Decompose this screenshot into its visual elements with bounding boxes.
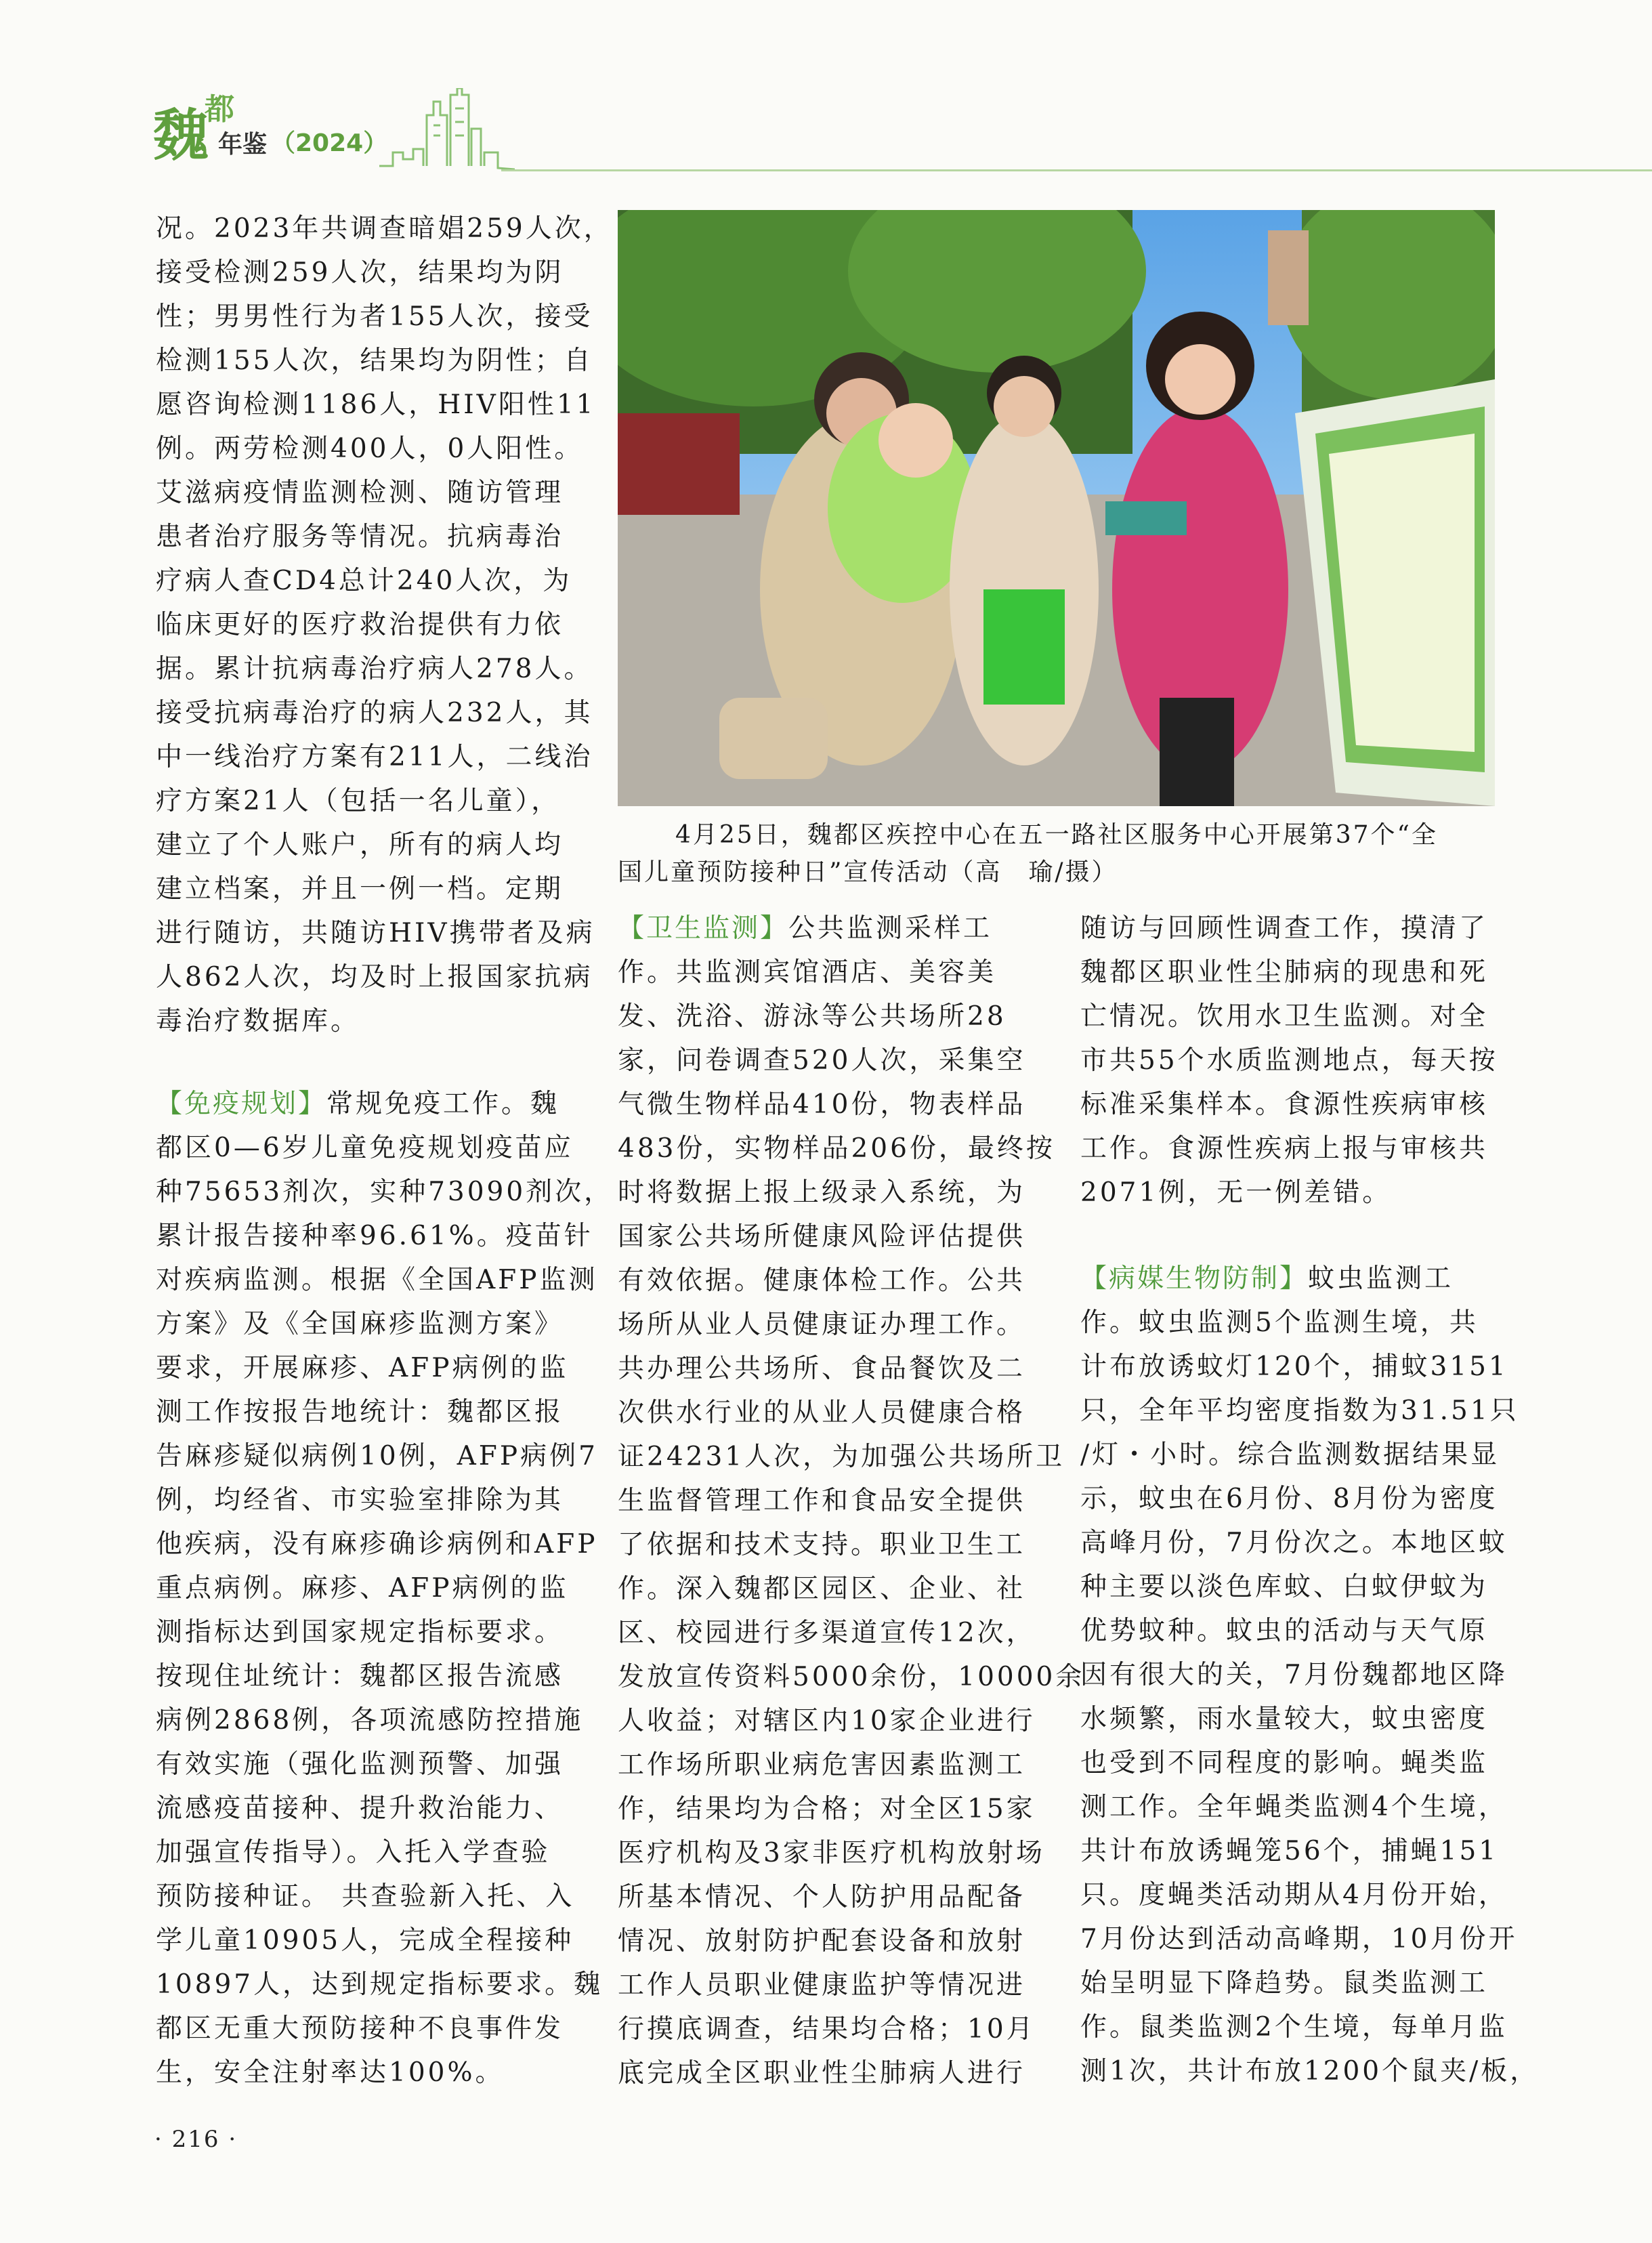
text-line: 随访与回顾性调查工作，摸清了 [1080,913,1489,944]
text-line: 愿咨询检测1186人，HIV阳性11 [156,390,596,420]
text-line: 共办理公共场所、食品餐饮及二 [618,1354,1026,1384]
text-line: 也受到不同程度的影响。蝇类监 [1080,1748,1489,1778]
text-line: 情况、放射防护配套设备和放射 [618,1926,1026,1956]
right-column-continuation-text [1080,906,1498,1215]
text-line: 示，蚊虫在6月份、8月份为密度 [1080,1484,1498,1514]
text-line: 只，全年平均密度指数为31.51只 [1080,1396,1519,1426]
text-line: 疗病人查CD4总计240人次，为 [156,566,572,596]
text-line: 作。鼠类监测2个生境，每单月监 [1080,2012,1508,2042]
text-line: 证24231人次，为加强公共场所卫 [618,1442,1065,1472]
caption-line: 国儿童预防接种日”宣传活动（高 瑜/摄） [618,858,1118,886]
text-line: 学儿童10905人，完成全程接种 [156,1925,574,1956]
text-line: 建立了个人账户，所有的病人均 [156,830,564,860]
text-line: 毒治疗数据库。 [156,1006,360,1036]
text-line: 始呈明显下降趋势。鼠类监测工 [1080,1968,1489,1998]
text-line [618,906,1084,950]
text-line: 作。共监测宾馆酒店、美容美 [618,957,997,988]
text-line: 生监督管理工作和食品安全提供 [618,1486,1026,1516]
text-line: 10897人，达到规定指标要求。魏 [156,1969,603,2000]
text-line: 所基本情况、个人防护用品配备 [618,1882,1026,1912]
text-line: 发放宣传资料5000余份，10000余 [618,1662,1085,1692]
text-line: 都区无重大预防接种不良事件发 [156,2013,564,2044]
section-tag-health-monitoring: 【卫生监测】 [618,913,789,944]
text-line: 7月份达到活动高峰期，10月份开 [1080,1924,1518,1954]
text-line: 作。深入魏都区园区、企业、社 [618,1574,1026,1604]
text-line [1080,1257,1539,1301]
text-line: 亡情况。饮用水卫生监测。对全 [1080,1001,1489,1032]
event-photo [618,210,1495,806]
text-line: 累计报告接种率96.61%。疫苗针 [156,1221,593,1251]
right-column-vector-control-text [1080,1257,1539,2093]
text-line: 优势蚊种。蚊虫的活动与天气原 [1080,1616,1489,1646]
text-line: 2071例，无一例差错。 [1080,1177,1392,1208]
running-header [0,0,1652,183]
text-line: 水频繁，雨水量较大，蚊虫密度 [1080,1704,1489,1734]
yearbook-year: （2024） [271,129,388,157]
text-line: 中一线治疗方案有211人，二线治 [156,742,593,772]
text-line: 人862人次，均及时上报国家抗病 [156,962,593,992]
section-tag-immunization: 【免疫规划】 [156,1089,327,1119]
text-line: 共计布放诱蝇笼56个，捕蝇151 [1080,1836,1499,1866]
text-line: 有效实施（强化监测预警、加强 [156,1749,564,1780]
text-line: 魏都区职业性尘肺病的现患和死 [1080,957,1489,988]
header-rule [501,169,1652,171]
left-column-hiv-text [156,207,613,1043]
text-line: 临床更好的医疗救治提供有力依 [156,610,564,640]
text-line: 家，问卷调查520人次，采集空 [618,1045,1026,1076]
text-line: 测指标达到国家规定指标要求。 [156,1617,564,1648]
text-line: 作，结果均为合格；对全区15家 [618,1794,1036,1824]
middle-column-health-monitoring-text [618,906,1084,2095]
text-line: 种主要以淡色库蚊、白蚊伊蚊为 [1080,1572,1489,1602]
text-line: 性；男男性行为者155人次，接受 [156,301,593,332]
text-line: 人收益；对辖区内10家企业进行 [618,1706,1036,1736]
text-line: 因有很大的关，7月份魏都地区降 [1080,1660,1508,1690]
text-line: 对疾病监测。根据《全国AFP监测 [156,1265,598,1295]
text-line: 都区0—6岁儿童免疫规划疫苗应 [156,1133,574,1163]
text-line: 工作人员职业健康监护等情况进 [618,1970,1026,2000]
text-line: 测工作按报告地统计：魏都区报 [156,1397,564,1427]
text-line: 进行随访，共随访HIV携带者及病 [156,918,595,948]
text-line: 测1次，共计布放1200个鼠夹/板， [1080,2056,1540,2087]
text-line: 市共55个水质监测地点，每天按 [1080,1045,1498,1076]
text-line: 有效依据。健康体检工作。公共 [618,1265,1026,1296]
text-line: 按现住址统计：魏都区报告流感 [156,1661,564,1692]
text-line: 场所从业人员健康证办理工作。 [618,1309,1026,1340]
text-run: 常规免疫工作。魏 [326,1089,560,1119]
text-line: 流感疫苗接种、提升救治能力、 [156,1793,564,1824]
text-line: 标准采集样本。食源性疾病审核 [1080,1089,1489,1120]
text-line: 计布放诱蚊灯120个，捕蚊3151 [1080,1351,1508,1382]
text-line: 气微生物样品410份，物表样品 [618,1089,1026,1120]
text-line: 重点病例。麻疹、AFP病例的监 [156,1573,569,1603]
text-line: 病例2868例，各项流感防控措施 [156,1705,584,1736]
yearbook-logo-char-wei: 魏 [153,104,209,168]
text-run: 公共监测采样工 [788,913,993,944]
text-line: 接受抗病毒治疗的病人232人，其 [156,698,593,728]
text-line: 种75653剂次，实种73090剂次， [156,1177,614,1207]
text-line: 患者治疗服务等情况。抗病毒治 [156,522,564,552]
text-line: 时将数据上报上级录入系统，为 [618,1177,1026,1208]
text-line: 告麻疹疑似病例10例，AFP病例7 [156,1441,598,1471]
vaccination-day-photo-illustration [618,210,1495,806]
text-line: 高峰月份，7月份次之。本地区蚊 [1080,1528,1508,1558]
text-line: /灯・小时。综合监测数据结果显 [1080,1440,1500,1470]
text-line: 行摸底调查，结果均合格；10月 [618,2014,1036,2045]
page-number: · 216 · [154,2126,238,2153]
text-line: 次供水行业的从业人员健康合格 [618,1398,1026,1428]
text-run: 蚊虫监测工 [1308,1263,1454,1294]
text-line: 疗方案21人（包括一名儿童）， [156,786,561,816]
text-line: 作。蚊虫监测5个监测生境，共 [1080,1307,1479,1338]
caption-line: 4月25日，魏都区疾控中心在五一路社区服务中心开展第37个“全 [675,821,1438,849]
text-line: 测工作。全年蝇类监测4个生境， [1080,1792,1508,1822]
left-column-immunization-text [156,1082,613,2095]
text-line: 发、洗浴、游泳等公共场所28 [618,1001,1007,1032]
text-line: 接受检测259人次，结果均为阴 [156,257,564,288]
text-line: 只。度蝇类活动期从4月份开始， [1080,1880,1508,1910]
text-line: 艾滋病疫情监测检测、随访管理 [156,478,564,508]
section-tag-vector-control: 【病媒生物防制】 [1080,1263,1309,1294]
photo-caption [618,816,1498,891]
text-line: 据。累计抗病毒治疗病人278人。 [156,654,593,684]
text-line: 加强宣传指导）。入托入学查验 [156,1837,551,1868]
text-line: 检测155人次，结果均为阴性；自 [156,345,593,376]
text-line: 国家公共场所健康风险评估提供 [618,1221,1026,1252]
text-line: 况。2023年共调查暗娼259人次， [156,213,613,244]
text-line: 他疾病，没有麻疹确诊病例和AFP [156,1529,598,1559]
city-skyline-icon [379,88,515,173]
text-line: 例。两劳检测400人，0人阳性。 [156,434,584,464]
text-line [156,1082,613,1126]
text-line: 医疗机构及3家非医疗机构放射场 [618,1838,1045,1868]
text-line: 区、校园进行多渠道宣传12次， [618,1618,1036,1648]
text-line: 底完成全区职业性尘肺病人进行 [618,2058,1026,2089]
text-line: 要求，开展麻疹、AFP病例的监 [156,1353,569,1383]
text-line: 生，安全注射率达100%。 [156,2057,505,2088]
text-line: 了依据和技术支持。职业卫生工 [618,1530,1026,1560]
text-line: 例，均经省、市实验室排除为其 [156,1485,564,1515]
yearbook-label: 年鉴 [218,131,268,159]
text-line: 工作场所职业病危害因素监测工 [618,1750,1026,1780]
yearbook-logo-char-du: 都 [205,92,234,127]
text-line: 方案》及《全国麻疹监测方案》 [156,1309,564,1339]
text-line: 预防接种证。 共查验新入托、入 [156,1881,575,1912]
text-line: 483份，实物样品206份，最终按 [618,1133,1055,1164]
text-line: 工作。食源性疾病上报与审核共 [1080,1133,1489,1164]
text-line: 建立档案，并且一例一档。定期 [156,874,564,904]
